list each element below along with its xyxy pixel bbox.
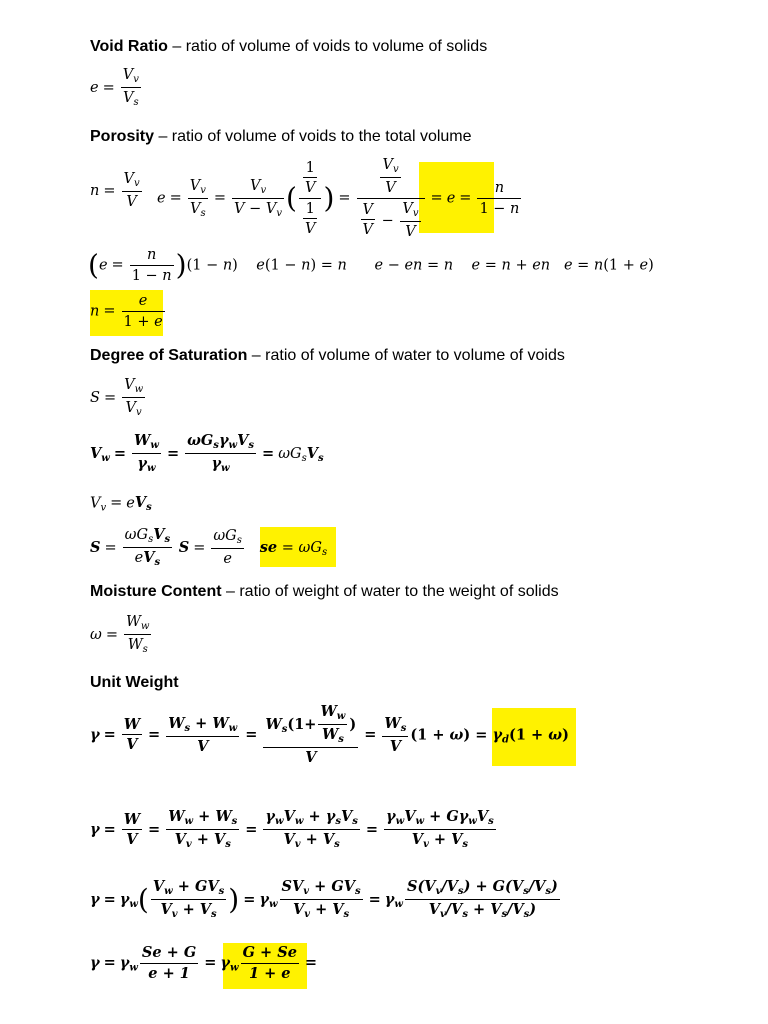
equation-n-result: n = $\frac{e}{1 + e}$ <box>90 293 163 330</box>
equation-e-chain: e = $\frac{V_v}{V_s}$ = $\frac{V_v}{V - V_v}$ ( $\frac{\frac{1}{V}}{\frac{1}{V}}$ ) = $\frac{V_v}{V}$ $\frac{V}{V}$ − $\frac{V_v}{V}$ = e = $\frac{n}{1 - n}$ <box>157 157 520 240</box>
equation-void-ratio: e = $\frac{V_v}{V_s}$ <box>90 67 139 108</box>
equation-e-solve: (e = $\frac{n}{1 - n}$ )(1 − n) e(1 − n) = n e − en = n e = n + en e = n(1 + e) <box>88 247 654 284</box>
heading-unit-weight <box>90 674 179 692</box>
equation-vv: $V_v = eV_s$ <box>90 494 152 514</box>
equation-s-derive: S = $\omega G_sV_s$ $eV_s$ S = $\omega G_s$ e se = $\omega G_s$ <box>90 526 328 568</box>
heading-title: Degree of Saturation <box>90 347 248 364</box>
heading-desc: – ratio of volume of water to volume of voids <box>247 347 565 364</box>
equation-gamma-3: $\gamma = \gamma_w$( $V_w + GV_s$ $V_v + V_s$ ) = $\gamma_w$ $SV_v + GV_s$ $V_v + V_s$ = $\gamma_w$ $\frac{S(V_v/V_s) + G(V_s/V_s)}{V_v/V_s + V_s/V_s)}$ <box>90 878 558 920</box>
heading-title: Unit Weight <box>90 674 179 691</box>
equation-s-def: S = $\frac{V_w}{V_v}$ <box>90 377 144 418</box>
equation-gamma-2: γ = $\frac{W}{V}$ = $\frac{W_w + W_s}{V_v + V_s}$ = $\gamma_wV_w + \gamma_sV_s$ $V_v + V_s$ = $\gamma_wV_w + G\gamma_wV_s$ $V_v + V_s$ <box>90 808 494 850</box>
heading-desc: – ratio of weight of water to the weight of solids <box>221 583 559 600</box>
heading-title: Void Ratio <box>90 38 168 55</box>
equation-gamma-1: γ = $\frac{W}{V}$ = $\frac{W_s + W_w}{V}$ = $W_s(1+$ $\frac{W_w}{W_s}$ ) V = $\frac{W_s}{V}$ $(1 + \omega) = \gamma_d(1 + \omega)$ <box>90 703 569 766</box>
heading-title: Moisture Content <box>90 583 222 600</box>
heading-porosity <box>90 128 472 146</box>
heading-saturation <box>90 347 565 365</box>
heading-desc: – ratio of volume of voids to the total volume <box>154 128 472 145</box>
heading-moisture <box>90 583 559 601</box>
equation-vw: $V_w$ = $\frac{W_w}{\gamma_w}$ = $\omega G_s\gamma_wV_s$ $\gamma_w$ = $\omega G_sV_s$ <box>90 432 324 474</box>
equation-gamma-4: $\gamma = \gamma_w$ $\frac{Se + G}{e + 1}$ = $\gamma_w$ $\frac{G + Se}{1 + e}$ = <box>90 944 318 982</box>
heading-title: Porosity <box>90 128 155 145</box>
equation-w-def: ω = $\frac{W_w}{W_s}$ <box>90 614 150 655</box>
heading-desc: – ratio of volume of voids to volume of solids <box>167 38 488 55</box>
heading-void-ratio <box>90 38 487 56</box>
equation-porosity-def: n = $\frac{V_v}{V}$ <box>90 171 140 210</box>
